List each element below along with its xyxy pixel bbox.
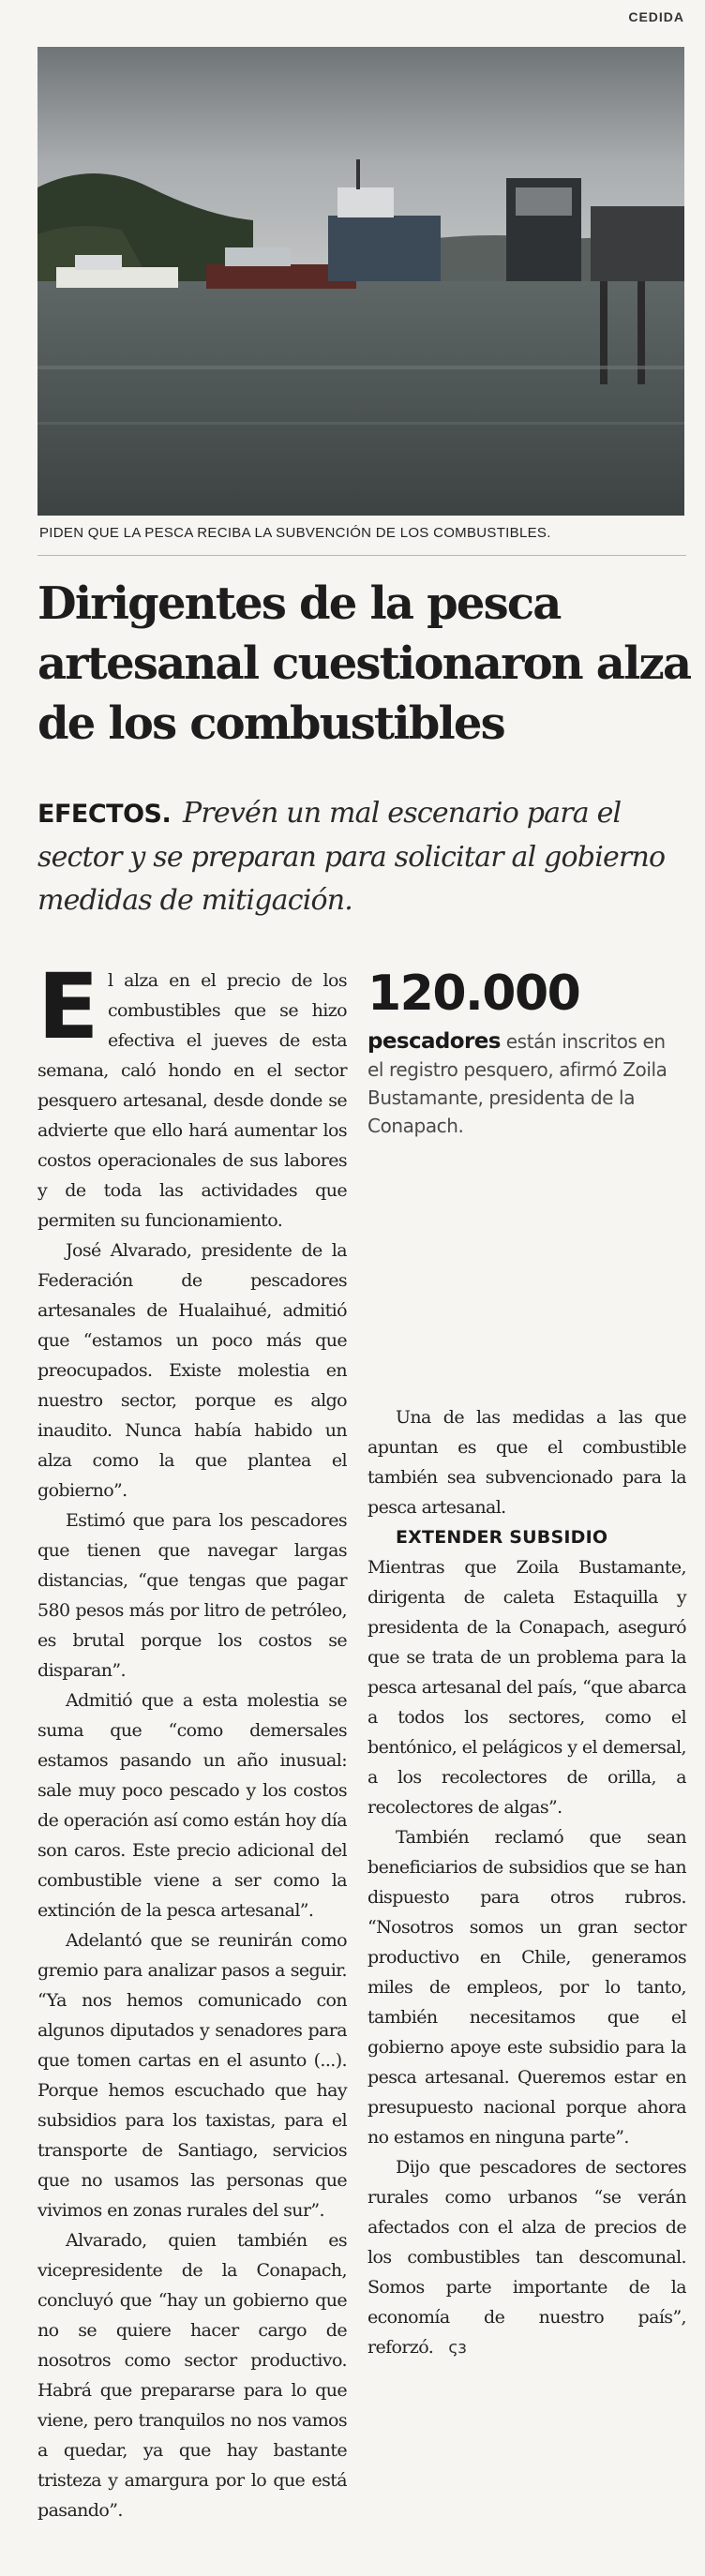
- body-paragraph-3: Estimó que para los pescadores que tienen que navegar largas distancias, “que tengas que pagar 580 pesos más por litro de petróleo, es brutal porque los costos se disparan”.: [38, 1510, 347, 1681]
- stat-description: [368, 1027, 686, 1140]
- harbor-photo: [38, 47, 684, 516]
- caption-divider: [38, 555, 686, 556]
- deck-text: Prevén un mal escenario para el sector y se preparan para solicitar al gobierno medidas de mitigación.: [38, 797, 666, 917]
- stat-box: [368, 966, 686, 1140]
- headline: Dirigentes de la pesca artesanal cuestionaron alza de los combustibles: [38, 577, 691, 750]
- body-paragraph-10: [368, 2152, 686, 2363]
- body-column-left: [38, 954, 347, 2525]
- body-paragraph-2: José Alvarado, presidente de la Federación de pescadores artesanales de Hualaihué, admitió que “estamos un poco más que preocupados. Existe molestia en nuestro sector, porque es algo inaudito. Nunca había habido un alza como la que plantea el gobierno”.: [38, 1240, 347, 1501]
- body-paragraph-4: Admitió que a esta molestia se suma que “como demersales estamos pasando un año inusual: sale muy poco pescado y los costos de operación así como están hoy día son caros. Este precio adicional del combustible viene a ser como la extinción de la pesca artesanal”.: [38, 1690, 347, 1921]
- dropcap: E: [38, 954, 98, 1059]
- subhead: EXTENDER SUBSIDIO: [396, 1527, 608, 1548]
- stat-number: 120.000: [368, 966, 580, 1022]
- body-paragraph-7: Una de las medidas a las que apuntan es que el combustible también sea subvencionado para la pesca artesanal.: [368, 1407, 686, 1518]
- body-paragraph-9: También reclamó que sean beneficiarios de subsidios que se han dispuesto para otros rubros. “Nosotros somos un gran sector productivo en Chile, generamos miles de empleos, por lo tanto, también necesitamos que el gobierno apoye este subsidio para la pesca artesanal. Queremos estar en presupuesto nacional porque ahora no estamos en ninguna parte”.: [368, 1827, 686, 2148]
- stat-text: están inscritos en el registro pesquero, afirmó Zoila Bustamante, presidenta de la Conapach.: [368, 1030, 668, 1137]
- body-paragraph-8: Mientras que Zoila Bustamante, dirigenta de caleta Estaquilla y presidenta de la Conapach, aseguró que se trata de un problema para la pesca artesanal del país, “que abarca a todos los sectores, como el bentónico, el pelágicos y el demersal, a los recolectores de orilla, a recolectores de algas”.: [368, 1557, 686, 1818]
- deck-label: EFECTOS.: [38, 800, 172, 829]
- body-paragraph-6: Alvarado, quien también es vicepresidente de la Conapach, concluyó que “hay un gobierno que no se quiere hacer cargo de nosotros como sector productivo. Habrá que prepararse para lo que viene, pero tranquilos no nos vamos a quedar, ya que hay bastante tristeza y amargura por lo que está pasando”.: [38, 2230, 347, 2521]
- body-paragraph-10-text: Dijo que pescadores de sectores rurales como urbanos “se verán afectados con el alza de precios de los combustibles tan descomunal. Somos parte importante de la economía de nuestro país”, reforzó.: [368, 2157, 686, 2358]
- deck: [38, 792, 694, 922]
- body-paragraph-1-text: l alza en el precio de los combustibles que se hizo efectiva el jueves de esta semana, caló hondo en el sector pesquero artesanal, desde donde se advierte que ello hará aumentar los costos operacionales de sus labores y de toda las actividades que permiten su funcionamiento.: [38, 970, 347, 1231]
- end-mark-icon: ςз: [448, 2338, 467, 2358]
- photo-caption: PIDEN QUE LA PESCA RECIBA LA SUBVENCIÓN DE LOS COMBUSTIBLES.: [39, 525, 551, 541]
- photo-credit: CEDIDA: [628, 9, 684, 24]
- body-paragraph-1: [38, 954, 347, 1236]
- stat-highlight: pescadores: [368, 1029, 501, 1054]
- body-column-right: [368, 1402, 686, 2363]
- harbor-photo-illustration: [38, 47, 684, 516]
- body-paragraph-5: Adelantó que se reunirán como gremio para analizar pasos a seguir. “Ya nos hemos comunicado con algunos diputados y senadores para que tomen cartas en el asunto (...). Porque hemos escuchado que hay subsidios para los taxistas, para el transporte de Santiago, servicios que no usamos las personas que vivimos en zonas rurales del sur”.: [38, 1930, 347, 2221]
